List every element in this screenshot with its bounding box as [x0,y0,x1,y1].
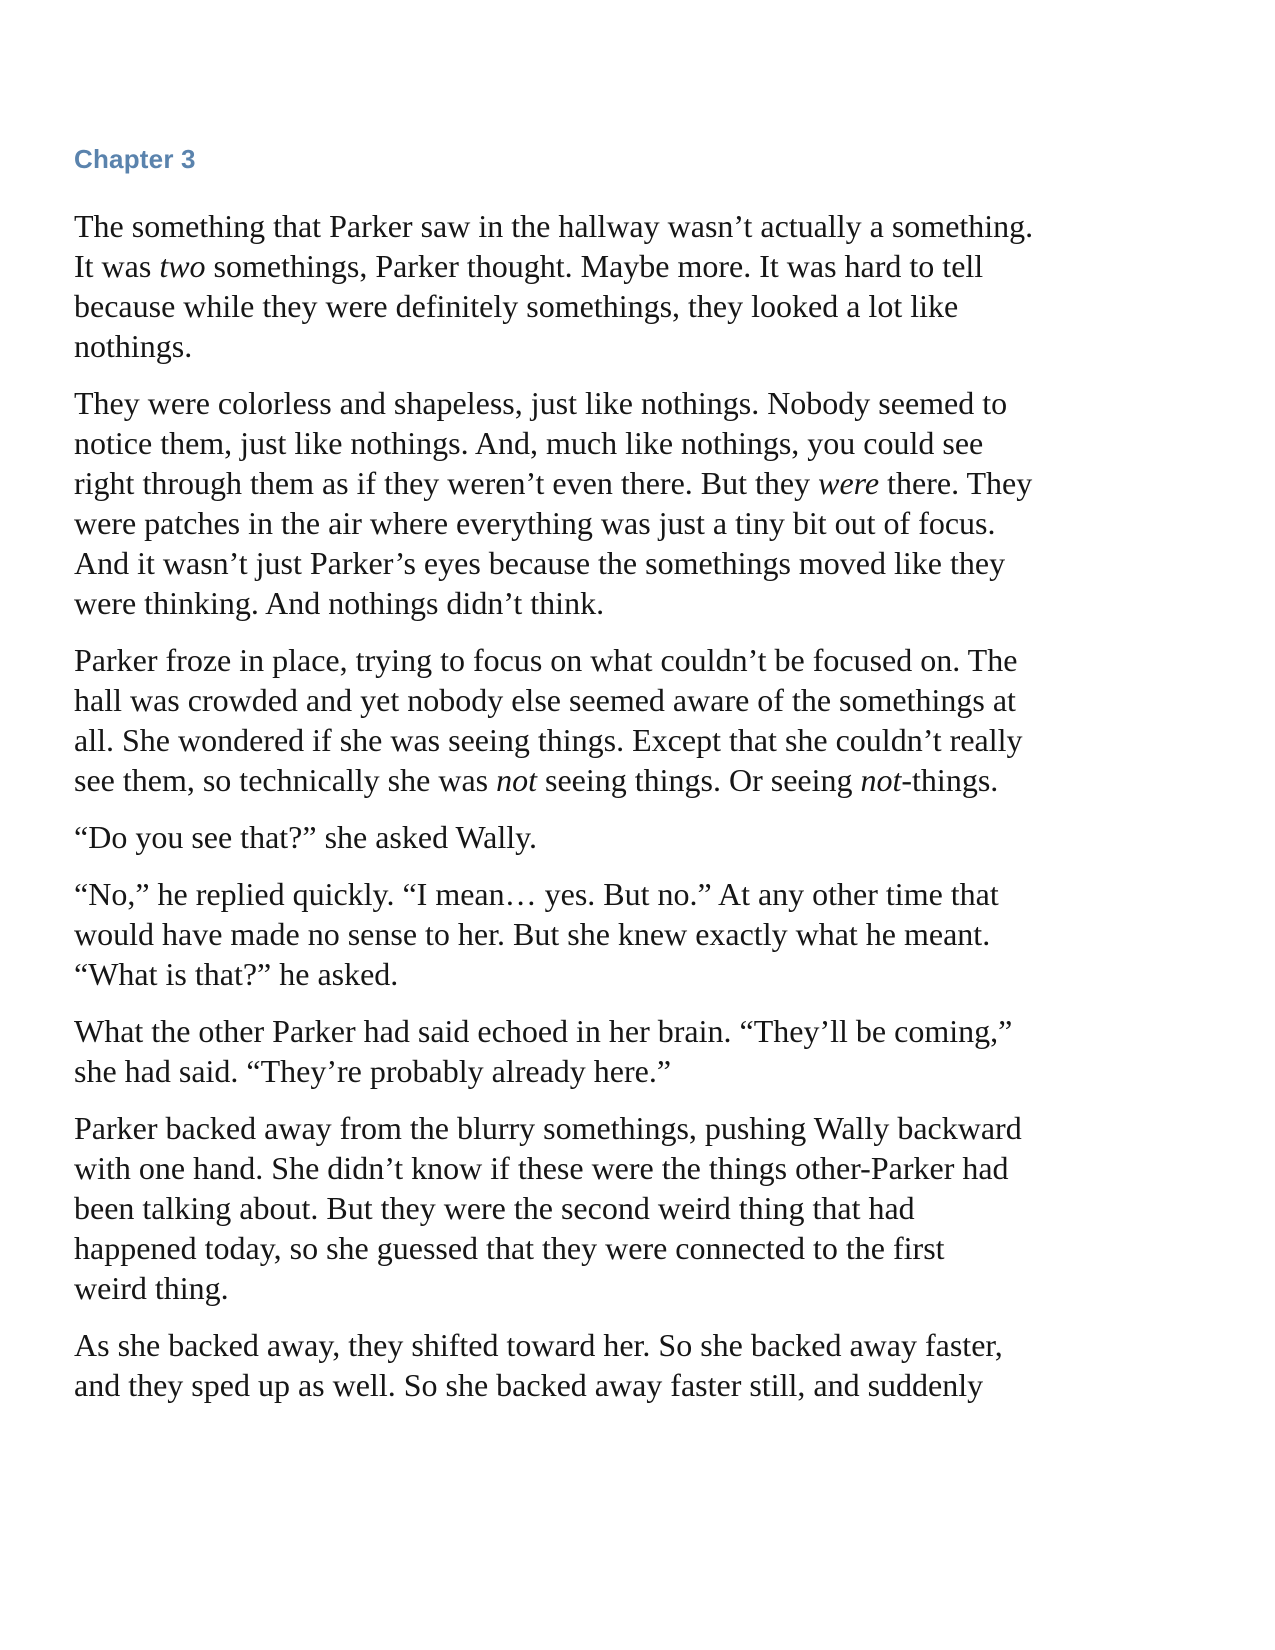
chapter-body [74,206,1224,1422]
text-line [74,423,1224,463]
text-segment: were patches in the air where everything was just a tiny bit out of focus. [74,505,996,541]
text-segment: happened today, so she guessed that they were connected to the first [74,1230,945,1266]
text-segment: nothings. [74,328,193,364]
text-segment: Parker froze in place, trying to focus on what couldn’t be focused on. The [74,642,1018,678]
text-segment: -things. [901,762,999,798]
text-segment: were thinking. And nothings didn’t think. [74,585,605,621]
text-line [74,954,1224,994]
text-segment: all. She wondered if she was seeing things. Except that she couldn’t really [74,722,1023,758]
text-segment: somethings, Parker thought. Maybe more. It was hard to tell [205,248,984,284]
text-line [74,1108,1224,1148]
text-segment: And it wasn’t just Parker’s eyes because the somethings moved like they [74,545,1006,581]
text-segment: As she backed away, they shifted toward her. So she backed away faster, [74,1327,1003,1363]
text-line [74,286,1224,326]
paragraph [74,817,1224,857]
text-line [74,1228,1224,1268]
italic-text: were [818,465,880,501]
text-segment: with one hand. She didn’t know if these were the things other-Parker had [74,1150,1009,1186]
text-segment: Parker backed away from the blurry somethings, pushing Wally backward [74,1110,1022,1146]
paragraph [74,1011,1224,1091]
text-line [74,874,1224,914]
text-segment: It was [74,248,160,284]
text-segment: They were colorless and shapeless, just like nothings. Nobody seemed to [74,385,1008,421]
text-line [74,1325,1224,1365]
paragraph [74,206,1224,366]
text-line [74,1365,1224,1405]
text-line [74,640,1224,680]
text-segment: right through them as if they weren’t even there. But they [74,465,819,501]
text-line [74,1011,1224,1051]
paragraph [74,383,1224,623]
italic-text: not [860,762,902,798]
text-segment: “No,” he replied quickly. “I mean… yes. But no.” At any other time that [74,876,999,912]
text-line [74,914,1224,954]
text-segment: “Do you see that?” she asked Wally. [74,819,538,855]
text-segment: would have made no sense to her. But she knew exactly what he meant. [74,916,991,952]
text-segment: she had said. “They’re probably already here.” [74,1053,672,1089]
text-segment: because while they were definitely somethings, they looked a lot like [74,288,959,324]
text-line [74,1268,1224,1308]
text-line [74,463,1224,503]
text-segment: been talking about. But they were the second weird thing that had [74,1190,915,1226]
text-line [74,817,1224,857]
text-line [74,383,1224,423]
text-line [74,1188,1224,1228]
text-line [74,503,1224,543]
text-segment: What the other Parker had said echoed in her brain. “They’ll be coming,” [74,1013,1013,1049]
text-line [74,680,1224,720]
text-segment: see them, so technically she was [74,762,497,798]
text-segment: notice them, just like nothings. And, much like nothings, you could see [74,425,984,461]
paragraph [74,874,1224,994]
paragraph [74,1108,1224,1308]
italic-text: not [496,762,537,798]
text-line [74,1051,1224,1091]
paragraph [74,640,1224,800]
text-segment: seeing things. Or seeing [536,762,861,798]
text-segment: weird thing. [74,1270,229,1306]
text-segment: hall was crowded and yet nobody else seemed aware of the somethings at [74,682,1016,718]
text-segment: “What is that?” he asked. [74,956,399,992]
text-segment: there. They [879,465,1033,501]
italic-text: two [159,248,206,284]
text-line [74,1148,1224,1188]
text-segment: The something that Parker saw in the hallway wasn’t actually a something. [74,208,1034,244]
text-line [74,206,1224,246]
text-line [74,246,1224,286]
paragraph [74,1325,1224,1405]
chapter-heading: Chapter 3 [74,144,196,174]
text-line [74,720,1224,760]
text-line [74,543,1224,583]
text-line [74,760,1224,800]
text-line [74,583,1224,623]
text-line [74,326,1224,366]
text-segment: and they sped up as well. So she backed away faster still, and suddenly [74,1367,984,1403]
